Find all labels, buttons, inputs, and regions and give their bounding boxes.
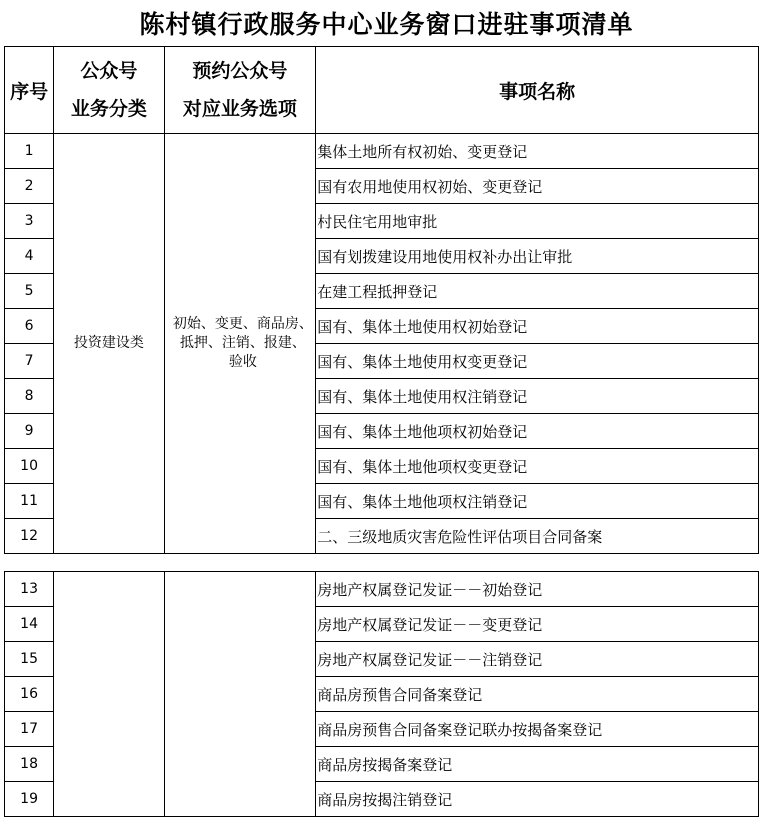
header-no: 序号 <box>5 47 54 134</box>
row-number: 6 <box>5 309 54 344</box>
item-name: 房地产权属登记发证－－变更登记 <box>316 607 759 642</box>
row-number: 3 <box>5 204 54 239</box>
category-cell-empty <box>54 572 164 817</box>
header-row <box>5 47 759 134</box>
header-category <box>54 47 164 134</box>
item-name: 国有、集体土地使用权变更登记 <box>316 344 759 379</box>
row-number: 8 <box>5 379 54 414</box>
row-number: 7 <box>5 344 54 379</box>
options-line3: 验收 <box>228 354 257 370</box>
item-name: 国有农用地使用权初始、变更登记 <box>316 169 759 204</box>
row-number: 12 <box>5 519 54 554</box>
row-number: 9 <box>5 414 54 449</box>
options-line2: 抵押、注销、报建、 <box>179 335 306 351</box>
page-title: 陈村镇行政服务中心业务窗口进驻事项清单 <box>139 9 634 39</box>
items-table-part-1 <box>4 46 759 554</box>
options-cell-empty <box>164 572 316 817</box>
header-name: 事项名称 <box>316 47 759 134</box>
row-number: 2 <box>5 169 54 204</box>
item-name: 国有、集体土地他项权变更登记 <box>316 449 759 484</box>
row-number: 10 <box>5 449 54 484</box>
row-number: 1 <box>5 134 54 169</box>
row-number: 16 <box>5 677 54 712</box>
row-number: 17 <box>5 712 54 747</box>
row-number: 13 <box>5 572 54 607</box>
item-name: 商品房按揭备案登记 <box>316 747 759 782</box>
options-line1: 初始、变更、商品房、 <box>172 316 313 332</box>
items-table-part-2 <box>4 571 759 817</box>
row-number: 5 <box>5 274 54 309</box>
header-option-line2: 对应业务选项 <box>182 98 297 120</box>
category-cell: 投资建设类 <box>54 134 164 554</box>
options-cell <box>164 134 316 554</box>
item-name: 国有、集体土地他项权注销登记 <box>316 484 759 519</box>
item-name: 商品房预售合同备案登记联办按揭备案登记 <box>316 712 759 747</box>
row-number: 14 <box>5 607 54 642</box>
item-name: 二、三级地质灾害危险性评估项目合同备案 <box>316 519 759 554</box>
item-name: 房地产权属登记发证－－注销登记 <box>316 642 759 677</box>
item-name: 商品房按揭注销登记 <box>316 782 759 817</box>
table-row <box>5 134 759 169</box>
item-name: 国有、集体土地使用权注销登记 <box>316 379 759 414</box>
header-option <box>164 47 316 134</box>
item-name: 国有划拨建设用地使用权补办出让审批 <box>316 239 759 274</box>
row-number: 11 <box>5 484 54 519</box>
row-number: 19 <box>5 782 54 817</box>
header-category-line2: 业务分类 <box>70 98 147 120</box>
item-name: 在建工程抵押登记 <box>316 274 759 309</box>
item-name: 房地产权属登记发证－－初始登记 <box>316 572 759 607</box>
item-name: 集体土地所有权初始、变更登记 <box>316 134 759 169</box>
header-category-line1: 公众号 <box>80 60 138 82</box>
table-row <box>5 572 759 607</box>
row-number: 4 <box>5 239 54 274</box>
row-number: 18 <box>5 747 54 782</box>
item-name: 国有、集体土地他项权初始登记 <box>316 414 759 449</box>
header-option-line1: 预约公众号 <box>192 60 288 82</box>
item-name: 村民住宅用地审批 <box>316 204 759 239</box>
item-name: 商品房预售合同备案登记 <box>316 677 759 712</box>
row-number: 15 <box>5 642 54 677</box>
item-name: 国有、集体土地使用权初始登记 <box>316 309 759 344</box>
